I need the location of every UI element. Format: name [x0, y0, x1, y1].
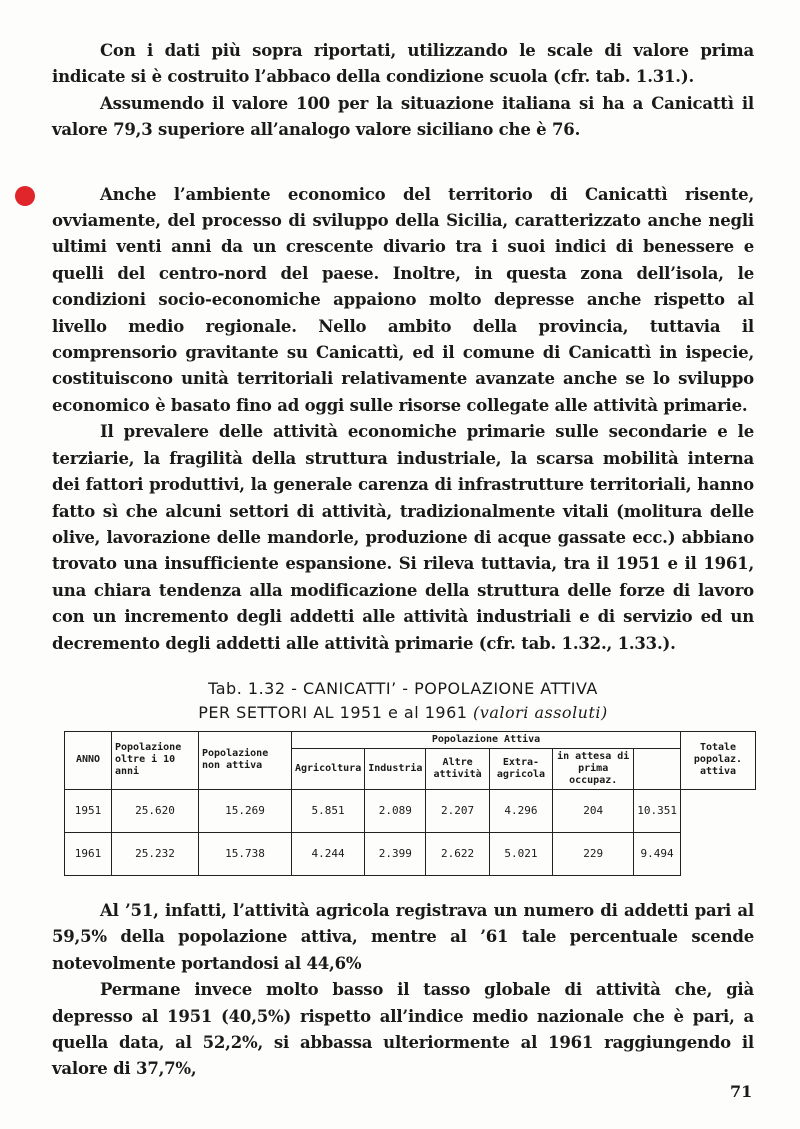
paragraph: Permane invece molto basso il tasso globale di attività che, già depresso al 1951 (40,5%) rispetto all’indice medio nazionale che è pari, a quella data, al 52,2%, si abbassa ulteriormente al 1961 raggiungendo il valore di 37,7%, [52, 980, 754, 1079]
page-number: 71 [730, 1082, 753, 1101]
header-pop-attiva: Popolazione Attiva [292, 731, 681, 748]
header-attesa: in attesa di prima occupaz. [553, 748, 634, 789]
table-row [65, 832, 756, 875]
paragraph: Con i dati più sopra riportati, utilizzando le scale di valore prima indicate si è costruito l’abbaco della condizione scuola (cfr. tab. 1.31.). [52, 41, 754, 87]
paragraph: Anche l’ambiente economico del territorio di Canicattì risente, ovviamente, del processo di sviluppo della Sicilia, caratterizzato anche negli ultimi venti anni da un crescente divario tra i suoi indici di benessere e quelli del centro-nord del paese. Inoltre, in questa zona dell’isola, le condizioni socio-economiche appaiono molto depresse anche rispetto al livello medio regionale. Nello ambito della provincia, tuttavia il comprensorio gravitante su Canicattì, ed il comune di Canicattì in ispecie, costituiscono unità territoriali relativamente avanzate anche se lo sviluppo economico è basato fino ad oggi sulle risorse collegate alle attività primarie. [52, 184, 754, 415]
cell: 9.494 [634, 832, 681, 875]
table-caption [52, 677, 754, 725]
cell: 1951 [65, 789, 112, 832]
population-table [64, 731, 756, 876]
header-anno: ANNO [65, 731, 112, 789]
cell: 15.738 [199, 832, 292, 875]
document-page [52, 38, 754, 1083]
cell: 204 [553, 789, 634, 832]
cell: 25.620 [112, 789, 199, 832]
cell: 2.399 [365, 832, 426, 875]
caption-line-1: Tab. 1.32 - CANICATTI’ - POPOLAZIONE ATTIVA [208, 678, 598, 698]
caption-line-2: PER SETTORI AL 1951 e al 1961 [198, 702, 468, 722]
paragraph: Il prevalere delle attività economiche primarie sulle secondarie e le terziarie, la fragilità della struttura industriale, la scarsa mobilità interna dei fattori produttivi, la generale carenza di infrastrutture territoriali, hanno fatto sì che alcuni settori di attività, tradizionalmente vitali (molitura delle olive, lavorazione delle mandorle, produzione di acque gassate ecc.) abbiano trovato una insufficiente espansione. Si rileva tuttavia, tra il 1951 e il 1961, una chiara tendenza alla modificazione della struttura delle forze di lavoro con un incremento degli addetti alle attività industriali e di servizio ed un decremento degli addetti alle attività primarie (cfr. tab. 1.32., 1.33.). [52, 422, 754, 653]
header-industria: Industria [365, 748, 426, 789]
header-totale: Totale popolaz. attiva [681, 731, 756, 789]
header-extra: Extra-agricola [489, 748, 552, 789]
header-pop-10: Popolazione oltre i 10 anni [112, 731, 199, 789]
cell: 5.021 [489, 832, 552, 875]
table-row [65, 789, 756, 832]
cell: 229 [553, 832, 634, 875]
header-altre: Altre attività [426, 748, 489, 789]
cell: 2.207 [426, 789, 489, 832]
header-agricoltura: Agricoltura [292, 748, 365, 789]
cell: 15.269 [199, 789, 292, 832]
cell: 4.244 [292, 832, 365, 875]
cell: 5.851 [292, 789, 365, 832]
paragraph: Al ’51, infatti, l’attività agricola registrava un numero di addetti pari al 59,5% della popolazione attiva, mentre al ’61 tale percentuale scende notevolmente portandosi al 44,6% [52, 900, 754, 973]
cell: 25.232 [112, 832, 199, 875]
cell: 10.351 [634, 789, 681, 832]
header-non-attiva: Popolazione non attiva [199, 731, 292, 789]
red-bullet-mark [15, 186, 35, 206]
cell: 2.622 [426, 832, 489, 875]
cell: 1961 [65, 832, 112, 875]
cell: 2.089 [365, 789, 426, 832]
caption-italic: (valori assoluti) [473, 702, 608, 722]
paragraph: Assumendo il valore 100 per la situazione italiana si ha a Canicattì il valore 79,3 superiore all’analogo valore siciliano che è 76. [52, 93, 754, 140]
cell: 4.296 [489, 789, 552, 832]
